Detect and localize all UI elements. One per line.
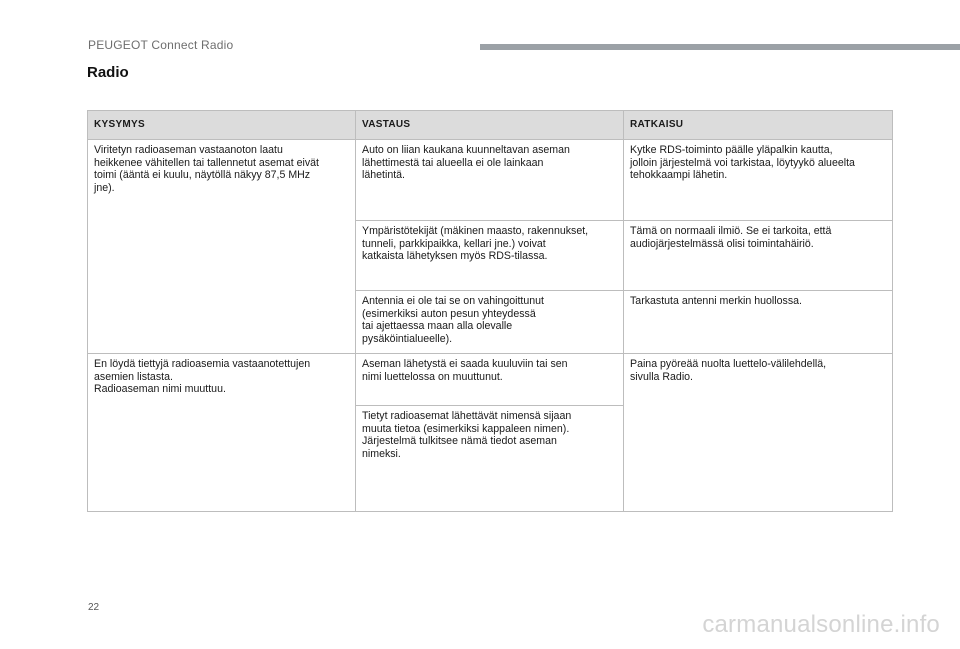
table-row: [88, 140, 893, 221]
solution-cell: Tarkastuta antenni merkin huollossa.: [624, 291, 893, 354]
solution-cell: Tämä on normaali ilmiö. Se ei tarkoita, että audiojärjestelmässä olisi toimintahäiriö.: [624, 221, 893, 291]
header-bar: [480, 44, 960, 50]
column-header-solution: RATKAISU: [624, 111, 893, 140]
table-header-row: [88, 111, 893, 140]
column-header-question: KYSYMYS: [88, 111, 356, 140]
answer-cell: Auto on liian kaukana kuunneltavan aseman lähettimestä tai alueella ei ole lainkaan lähetintä.: [356, 140, 624, 221]
troubleshooting-table: [87, 110, 893, 512]
answer-cell: Antennia ei ole tai se on vahingoittunut (esimerkiksi auton pesun yhteydessä tai ajettaessa maan alla olevalle pysäköintialueelle).: [356, 291, 624, 354]
column-header-answer: VASTAUS: [356, 111, 624, 140]
page-title: Radio: [87, 64, 129, 81]
table-row: [88, 354, 893, 406]
solution-cell: Paina pyöreää nuolta luettelo-välilehdellä, sivulla Radio.: [624, 354, 893, 512]
page-number: 22: [88, 602, 100, 613]
question-cell: Viritetyn radioaseman vastaanoton laatu heikkenee vähitellen tai tallennetut asemat eivät toimi (ääntä ei kuulu, näytöllä näkyy 87,5 MHz jne).: [88, 140, 356, 354]
answer-cell: Aseman lähetystä ei saada kuuluviin tai sen nimi luettelossa on muuttunut.: [356, 354, 624, 406]
solution-cell: Kytke RDS-toiminto päälle yläpalkin kautta, jolloin järjestelmä voi tarkistaa, löytyykö alueelta tehokkaampi lähetin.: [624, 140, 893, 221]
answer-cell: Ympäristötekijät (mäkinen maasto, rakennukset, tunneli, parkkipaikka, kellari jne.) voivat katkaista lähetyksen myös RDS-tilassa.: [356, 221, 624, 291]
watermark: carmanualsonline.info: [702, 611, 940, 638]
answer-cell: Tietyt radioasemat lähettävät nimensä sijaan muuta tietoa (esimerkiksi kappaleen nimen). Järjestelmä tulkitsee nämä tiedot aseman nimeksi.: [356, 406, 624, 512]
question-cell: En löydä tiettyjä radioasemia vastaanotettujen asemien listasta. Radioaseman nimi muuttuu.: [88, 354, 356, 512]
running-header: PEUGEOT Connect Radio: [88, 38, 234, 52]
